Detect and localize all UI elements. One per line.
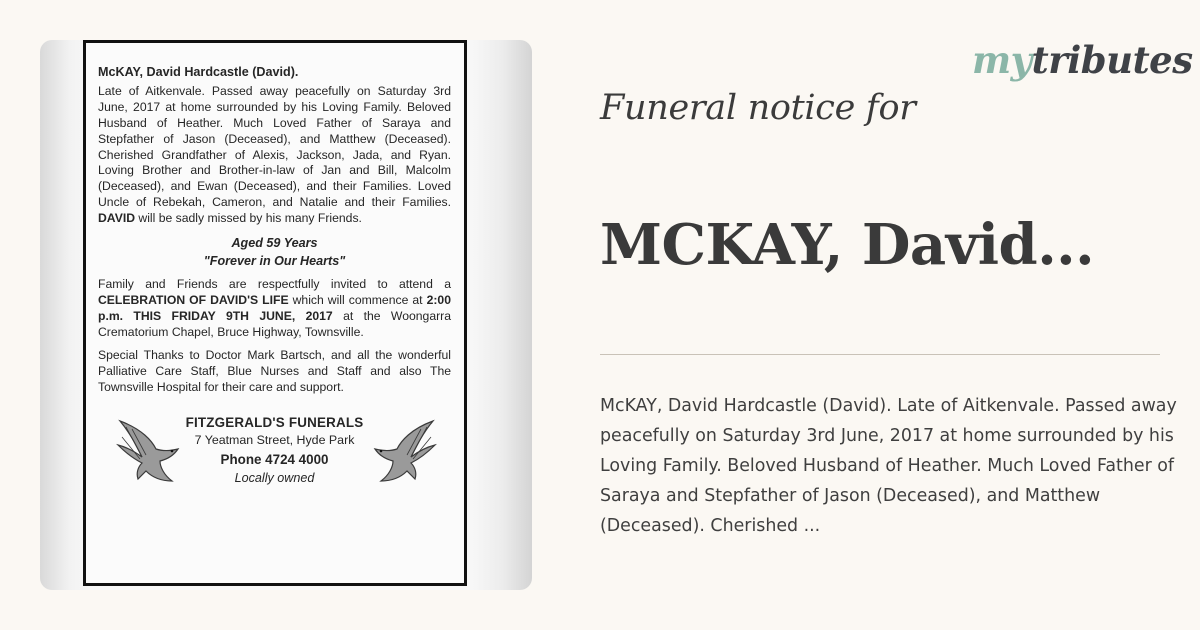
invite-time: 2:00 p.m. THIS FRIDAY 9TH JUNE, 2017 <box>98 292 451 323</box>
divider <box>600 354 1160 355</box>
logo-part-tributes: tributes <box>1031 38 1193 82</box>
notice-age: Aged 59 Years <box>231 236 318 251</box>
notice-frame <box>83 40 467 586</box>
funeral-home-tagline: Locally owned <box>234 471 315 486</box>
notice-body <box>98 84 451 227</box>
funeral-home-name: FITZGERALD'S FUNERALS <box>185 415 364 431</box>
mytributes-logo[interactable] <box>972 38 1193 82</box>
notice-age-motto <box>98 234 451 270</box>
funeral-home-block <box>98 415 451 505</box>
notice-body-main: Late of Aitkenvale. Passed away peacefully on Saturday 3rd June, 2017 at home surrounded by his Loving Family. Beloved Husband of Heather. Much Loved Father of Saraya and Stepfather of Jason (Deceased), and Matthew (Deceased). Cherished Grandfather of Alexis, Jackson, Jada, and Ryan. Loving Brother and Brother-in-law of Jan and Bill, Malcolm (Deceased), and Ewan (Deceased), and their Families. Loved Uncle of Rebekah, Cameron, and Natalie and their Families. <box>98 83 451 210</box>
notice-invitation <box>98 277 451 341</box>
invite-mid: which will commence at <box>292 292 423 307</box>
logo-part-my: my <box>972 38 1032 82</box>
notice-clipping-image <box>40 40 532 590</box>
invite-bold: CELEBRATION OF DAVID'S LIFE <box>98 292 289 307</box>
notice-body-end: will be sadly missed by his many Friends. <box>138 211 362 226</box>
invite-end: at the Woongarra Crematorium Chapel, Bruce Highway, Townsville. <box>98 308 452 339</box>
invite-pre: Family and Friends are respectfully invited to attend a <box>98 277 451 292</box>
page-kicker: Funeral notice for <box>600 88 916 128</box>
funeral-home-phone: Phone 4724 4000 <box>220 452 329 468</box>
dove-icon <box>371 415 441 495</box>
dove-icon <box>112 415 182 495</box>
notice-heading: McKAY, David Hardcastle (David). <box>98 65 299 79</box>
notice-thanks: Special Thanks to Doctor Mark Bartsch, and all the wonderful Palliative Care Staff, Blue Nurses and Staff and also The Townsville Hospital for their care and support. <box>98 347 451 394</box>
notice-excerpt: McKAY, David Hardcastle (David). Late of Aitkenvale. Passed away peacefully on Saturday 3rd June, 2017 at home surrounded by his Loving Family. Beloved Husband of Heather. Much Loved Father of Saraya and Stepfather of Jason (Deceased), and Matthew (Deceased). Cherished ... <box>600 396 1177 536</box>
notice-motto: "Forever in Our Hearts" <box>203 254 346 269</box>
notice-body-bold-name: DAVID <box>98 211 136 226</box>
funeral-home-address: 7 Yeatman Street, Hyde Park <box>194 433 355 448</box>
deceased-name-title: MCKAY, David... <box>600 212 1095 278</box>
